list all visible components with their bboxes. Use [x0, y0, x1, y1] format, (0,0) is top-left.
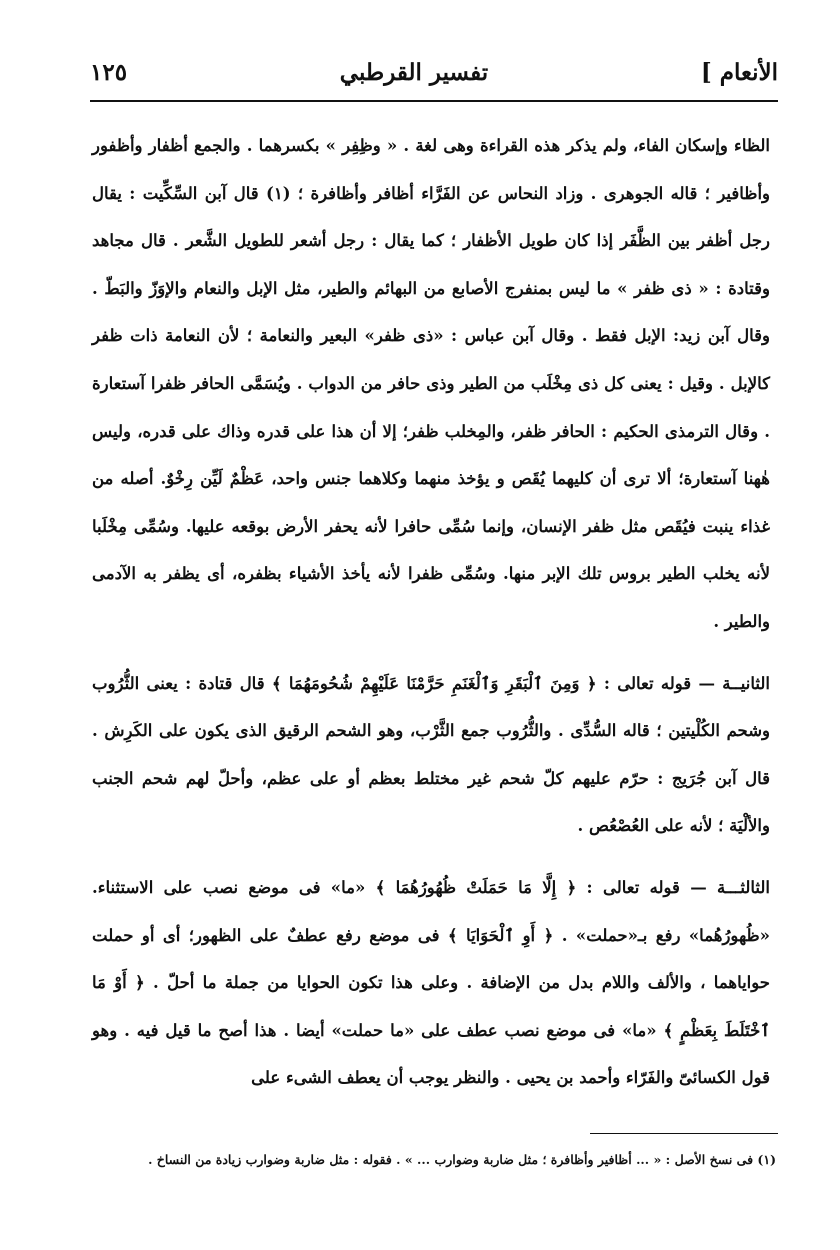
header-rule — [90, 100, 778, 102]
book-title: تفسير القرطبي — [339, 58, 489, 86]
page-header — [90, 50, 778, 94]
paragraph-3: الثالثـــة — قوله تعالى : ﴿ إِلَّا مَا حَمَلَتْ ظُهُورُهُمَا ﴾ «ما» فى موضع نصب على الاستثناء. «ظُهورُهُما» رفع بـ«حملت» . ﴿ أَوِ ٱلْحَوَايَا ﴾ فى موضع رفع عطفٌ على الظهور؛ أى أو حملت حواياهما ، والألف واللام بدل من الإضافة . وعلى هذا تكون الحوايا من جملة ما أحلّ . ﴿ أَوْ مَا ٱخْتَلَطَ بِعَظْمٍ ﴾ «ما» فى موضع نصب عطف على «ما حملت» أيضا . هذا أصح ما قيل فيه . وهو قول الكسائىّ والفَرّاء وأحمد بن يحيى . والنظر يوجب أن يعطف الشىء على — [92, 877, 770, 1088]
page-number: ١٢٥ — [90, 58, 128, 86]
footnote: (١) فى نسخ الأصل : « ... أظافير وأظافرة ؛ مثل ضاربة وضوارب ... » . فقوله : مثل ضاربة وضوارب زيادة من النساخ . — [148, 1152, 776, 1167]
surah-name: الأنعام ] — [700, 58, 778, 86]
paragraph-1: الظاء وإسكان الفاء، ولم يذكر هذه القراءة وهى لغة . « وظِفِر » بكسرهما . والجمع أظفار وأظفور وأظافير ؛ قاله الجوهرى . وزاد النحاس عن الفَرَّاء أظافر وأظافرة ؛ (١) قال آبن السِّكِّيت : يقال رجل أظفر بين الظَّفَر إذا كان طويل الأظفار ؛ كما يقال : رجل أشعر للطويل الشَّعر . قال مجاهد وقتادة : « ذى ظفر » ما ليس بمنفرج الأصابع من البهائم والطير، مثل الإبل والنعام والإوَزّ والبَطّ . وقال آبن زيد: الإبل فقط . وقال آبن عباس : «ذى ظفر» البعير والنعامة ؛ لأن النعامة ذات ظفر كالإبل . وقيل : يعنى كل ذى مِخْلَب من الطير وذى حافر من الدواب . ويُسَمَّى الحافر ظفرا آستعارة . وقال الترمذى الحكيم : الحافر ظفر، والمِخلب ظفر؛ إلا أن هذا على قدره وذاك على قدره، وليس هٰهنا آستعارة؛ ألا ترى أن كليهما يُقَص و يؤخذ منهما وكلاهما جنس واحد، عَظْمٌ لَيِّن رِخْوٌ. أصله من غذاء ينبت فيُقَص مثل ظفر الإنسان، وإنما سُمِّى حافرا لأنه يحفر الأرض بوقعه عليها. وسُمِّى مِخْلَبا لأنه يخلب الطير بروس تلك الإبر منها. وسُمِّى ظفرا لأنه يأخذ الأشياء بظفره، أى يظفر به الآدمى والطير . — [92, 136, 770, 631]
paragraph-2: الثانيــة — قوله تعالى : ﴿ وَمِنَ ٱلْبَقَرِ وَٱلْغَنَمِ حَرَّمْنَا عَلَيْهِمْ شُحُومَهُمَا ﴾ قال قتادة : يعنى الثُّرُوب وشحم الكُلْيتين ؛ قاله السُّدِّى . والثُّرُوب جمع الثَّرْب، وهو الشحم الرقيق الذى يكون على الكَرِش . قال آبن جُرَيج : حرّم عليهم كلّ شحم غير مختلط بعظم أو على عظم، وأحلّ لهم شحم الجنب والألْيَة ؛ لأنه على العُصْعُص . — [92, 673, 770, 836]
page-body — [92, 122, 770, 1102]
footnote-rule — [590, 1133, 778, 1134]
